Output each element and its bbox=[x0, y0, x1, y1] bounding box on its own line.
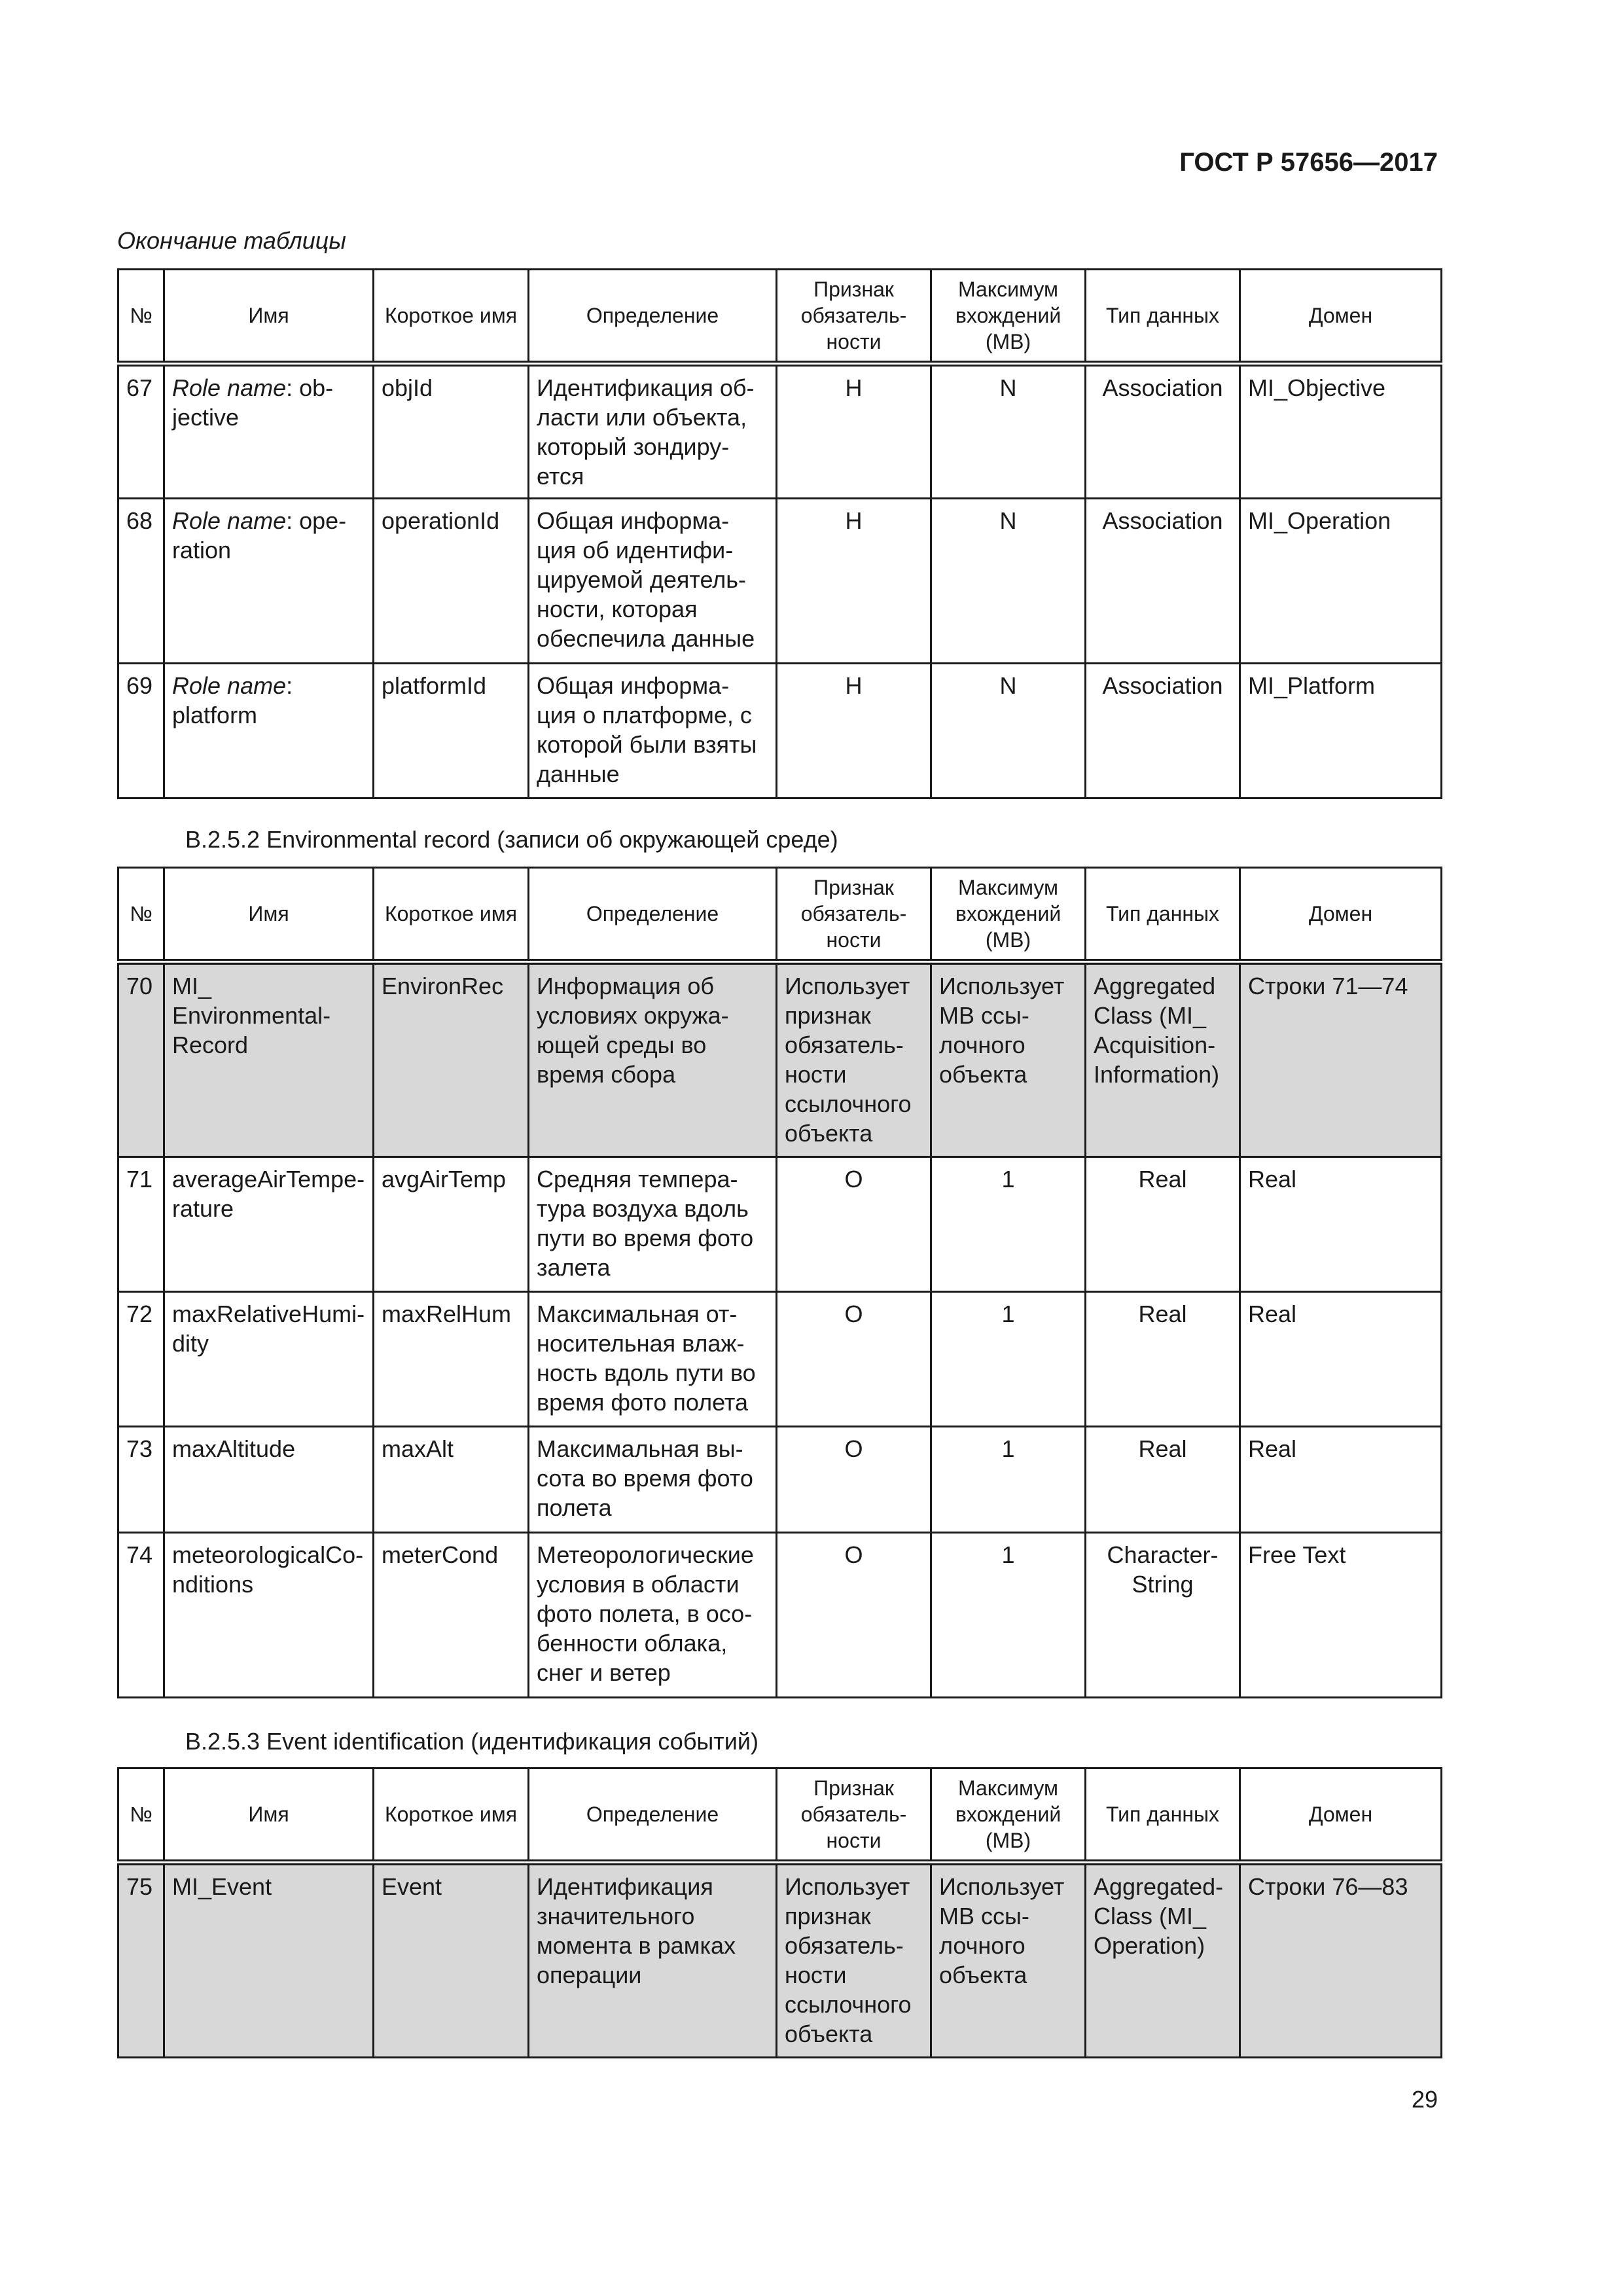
row-data-type: Aggregated-Class (MI_ Operation) bbox=[1086, 1863, 1240, 2058]
col-header-obligation: Признак обязатель-ности bbox=[777, 270, 931, 364]
row-name bbox=[164, 664, 374, 798]
row-name bbox=[164, 364, 374, 499]
table-caption: Окончание таблицы bbox=[117, 227, 346, 254]
role-name-label: Role name bbox=[172, 374, 287, 401]
row-number: 73 bbox=[118, 1427, 164, 1533]
row-name: MI_ Environmental-Record bbox=[164, 962, 374, 1157]
row-data-type: Real bbox=[1086, 1427, 1240, 1533]
row-domain: MI_Operation bbox=[1240, 499, 1442, 664]
table-row bbox=[118, 1157, 1442, 1292]
col-header-name: Имя bbox=[164, 270, 374, 364]
row-obligation: О bbox=[777, 1157, 931, 1292]
row-name: meteorologicalCo-nditions bbox=[164, 1533, 374, 1698]
page-number: 29 bbox=[1411, 2086, 1438, 2113]
col-header-max-occurrence: Максимум вхождений (МВ) bbox=[931, 868, 1086, 962]
row-obligation: Н bbox=[777, 364, 931, 499]
col-header-data-type: Тип данных bbox=[1086, 270, 1240, 364]
col-header-max-occurrence: Максимум вхождений (МВ) bbox=[931, 270, 1086, 364]
row-number: 70 bbox=[118, 962, 164, 1157]
section-heading-event-identification: B.2.5.3 Event identification (идентификация событий) bbox=[185, 1728, 759, 1755]
col-header-data-type: Тип данных bbox=[1086, 1768, 1240, 1863]
row-domain: MI_Platform bbox=[1240, 664, 1442, 798]
role-name-label: Role name bbox=[172, 507, 287, 534]
row-short-name: maxAlt bbox=[374, 1427, 529, 1533]
row-domain: Real bbox=[1240, 1157, 1442, 1292]
row-domain: Строки 76—83 bbox=[1240, 1863, 1442, 2058]
row-obligation: О bbox=[777, 1427, 931, 1533]
table-event-identification bbox=[117, 1767, 1442, 2058]
row-max-occurrence: 1 bbox=[931, 1292, 1086, 1427]
col-header-name: Имя bbox=[164, 1768, 374, 1863]
col-header-short-name: Короткое имя bbox=[374, 270, 529, 364]
role-name-value: : platform bbox=[172, 672, 293, 728]
table-row bbox=[118, 1863, 1442, 2058]
table-row bbox=[118, 364, 1442, 499]
row-obligation: О bbox=[777, 1533, 931, 1698]
row-max-occurrence: 1 bbox=[931, 1157, 1086, 1292]
standard-code: ГОСТ Р 57656—2017 bbox=[1179, 148, 1438, 177]
row-short-name: EnvironRec bbox=[374, 962, 529, 1157]
col-header-max-occurrence: Максимум вхождений (МВ) bbox=[931, 1768, 1086, 1863]
table-header-row bbox=[118, 270, 1442, 364]
row-definition: Общая информа-ция об идентифи-цируемой деятель-ности, которая обеспечила данные bbox=[529, 499, 777, 664]
row-domain: Real bbox=[1240, 1292, 1442, 1427]
row-name: maxRelativeHumi-dity bbox=[164, 1292, 374, 1427]
row-definition: Метеорологические условия в области фото полета, в осо-бенности облака, снег и ветер bbox=[529, 1533, 777, 1698]
col-header-domain: Домен bbox=[1240, 1768, 1442, 1863]
row-definition: Максимальная от-носительная влаж-ность вдоль пути во время фото полета bbox=[529, 1292, 777, 1427]
row-name bbox=[164, 499, 374, 664]
col-header-obligation: Признак обязатель-ности bbox=[777, 1768, 931, 1863]
row-short-name: objId bbox=[374, 364, 529, 499]
table-environmental-record bbox=[117, 867, 1442, 1698]
table-roles bbox=[117, 268, 1442, 799]
role-name-label: Role name bbox=[172, 672, 287, 699]
row-max-occurrence: 1 bbox=[931, 1427, 1086, 1533]
row-number: 72 bbox=[118, 1292, 164, 1427]
row-domain: Строки 71—74 bbox=[1240, 962, 1442, 1157]
row-short-name: maxRelHum bbox=[374, 1292, 529, 1427]
row-number: 71 bbox=[118, 1157, 164, 1292]
col-header-definition: Определение bbox=[529, 270, 777, 364]
row-max-occurrence: N bbox=[931, 499, 1086, 664]
row-definition: Максимальная вы-сота во время фото полета bbox=[529, 1427, 777, 1533]
row-number: 74 bbox=[118, 1533, 164, 1698]
row-max-occurrence: Использует МВ ссы-лочного объекта bbox=[931, 1863, 1086, 2058]
row-definition: Информация об условиях окружа-ющей среды во время сбора bbox=[529, 962, 777, 1157]
row-definition: Идентификация значительного момента в рамках операции bbox=[529, 1863, 777, 2058]
row-short-name: avgAirTemp bbox=[374, 1157, 529, 1292]
row-max-occurrence: N bbox=[931, 364, 1086, 499]
col-header-short-name: Короткое имя bbox=[374, 1768, 529, 1863]
row-name: MI_Event bbox=[164, 1863, 374, 2058]
col-header-number: № bbox=[118, 270, 164, 364]
row-obligation: Использует признак обязатель-ности ссылочного объекта bbox=[777, 962, 931, 1157]
role-name-value: : ope-ration bbox=[172, 507, 347, 564]
row-max-occurrence: 1 bbox=[931, 1533, 1086, 1698]
row-definition: Идентификация об-ласти или объекта, который зондиру-ется bbox=[529, 364, 777, 499]
col-header-definition: Определение bbox=[529, 868, 777, 962]
role-name-value: : ob-jective bbox=[172, 374, 334, 431]
row-data-type: Association bbox=[1086, 499, 1240, 664]
row-data-type: Character-String bbox=[1086, 1533, 1240, 1698]
table-header-row bbox=[118, 868, 1442, 962]
table-row bbox=[118, 1427, 1442, 1533]
row-short-name: platformId bbox=[374, 664, 529, 798]
col-header-number: № bbox=[118, 868, 164, 962]
section-heading-environmental-record: B.2.5.2 Environmental record (записи об окружающей среде) bbox=[185, 826, 838, 853]
row-domain: MI_Objective bbox=[1240, 364, 1442, 499]
row-data-type: Aggregated Class (MI_ Acquisition-Information) bbox=[1086, 962, 1240, 1157]
col-header-name: Имя bbox=[164, 868, 374, 962]
row-name: maxAltitude bbox=[164, 1427, 374, 1533]
row-number: 67 bbox=[118, 364, 164, 499]
row-short-name: operationId bbox=[374, 499, 529, 664]
row-max-occurrence: Использует МВ ссы-лочного объекта bbox=[931, 962, 1086, 1157]
col-header-definition: Определение bbox=[529, 1768, 777, 1863]
col-header-number: № bbox=[118, 1768, 164, 1863]
row-number: 69 bbox=[118, 664, 164, 798]
table-row bbox=[118, 499, 1442, 664]
table-row bbox=[118, 664, 1442, 798]
row-obligation: О bbox=[777, 1292, 931, 1427]
row-max-occurrence: N bbox=[931, 664, 1086, 798]
col-header-data-type: Тип данных bbox=[1086, 868, 1240, 962]
row-obligation: Н bbox=[777, 664, 931, 798]
row-domain: Free Text bbox=[1240, 1533, 1442, 1698]
row-definition: Средняя темпера-тура воздуха вдоль пути во время фото залета bbox=[529, 1157, 777, 1292]
row-data-type: Real bbox=[1086, 1292, 1240, 1427]
row-domain: Real bbox=[1240, 1427, 1442, 1533]
row-data-type: Association bbox=[1086, 664, 1240, 798]
row-definition: Общая информа-ция о платформе, с которой были взяты данные bbox=[529, 664, 777, 798]
row-obligation: Н bbox=[777, 499, 931, 664]
row-number: 75 bbox=[118, 1863, 164, 2058]
row-number: 68 bbox=[118, 499, 164, 664]
col-header-domain: Домен bbox=[1240, 868, 1442, 962]
col-header-domain: Домен bbox=[1240, 270, 1442, 364]
table-row bbox=[118, 962, 1442, 1157]
col-header-obligation: Признак обязатель-ности bbox=[777, 868, 931, 962]
table-row bbox=[118, 1292, 1442, 1427]
row-data-type: Association bbox=[1086, 364, 1240, 499]
table-row bbox=[118, 1533, 1442, 1698]
row-name: averageAirTempe-rature bbox=[164, 1157, 374, 1292]
row-short-name: meterCond bbox=[374, 1533, 529, 1698]
col-header-short-name: Короткое имя bbox=[374, 868, 529, 962]
row-short-name: Event bbox=[374, 1863, 529, 2058]
table-header-row bbox=[118, 1768, 1442, 1863]
row-data-type: Real bbox=[1086, 1157, 1240, 1292]
row-obligation: Использует признак обязатель-ности ссылочного объекта bbox=[777, 1863, 931, 2058]
